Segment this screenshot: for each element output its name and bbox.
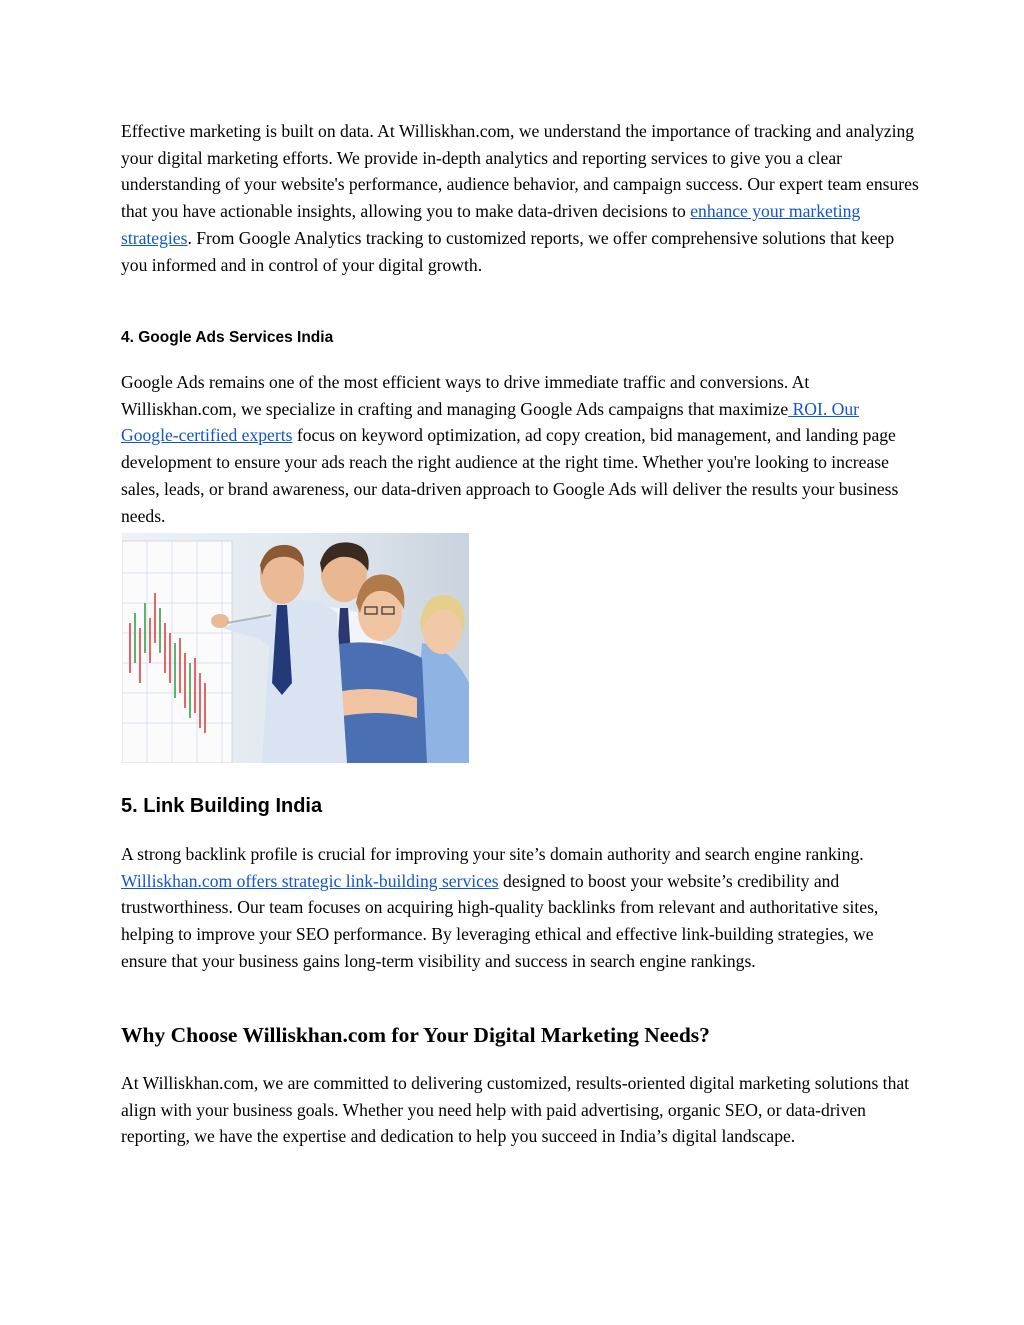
team-presentation-photo — [122, 533, 469, 763]
intro-text-2: . From Google Analytics tracking to customized reports, we offer comprehensive solutions that keep you informed and in control of your digital growth. — [121, 227, 895, 275]
why-choose-paragraph: At Williskhan.com, we are committed to delivering customized, results-oriented digital marketing solutions that align with your business goals. Whether you need help with paid advertising, organic SEO, or data-driven reporting, we have the expertise and dedication to help you succeed in India’s digital landscape. — [121, 1073, 910, 1147]
intro-paragraph — [121, 118, 921, 278]
link-building-paragraph — [121, 841, 921, 975]
roi-experts-link[interactable]: ROI. Our Google-certified experts — [121, 398, 860, 446]
link-building-text-1: A strong backlink profile is crucial for improving your site’s domain authority and search engine ranking. — [121, 844, 864, 864]
enhance-strategies-link[interactable]: enhance your marketing strategies — [121, 201, 861, 248]
google-ads-heading: 4. Google Ads Services India — [121, 329, 334, 346]
intro-text-1: Effective marketing is built on data. At Williskhan.com, we understand the importance of tracking and analyzing your digital marketing efforts. We provide in-depth analytics and reporting services to give you a clear understanding of your website's performance, audience behavior, and campaign success. Our expert team ensures that you have actionable insights, allowing you to make data-driven decisions to — [121, 121, 919, 222]
google-ads-paragraph — [121, 369, 921, 529]
why-choose-heading: Why Choose Williskhan.com for Your Digital Marketing Needs? — [121, 1023, 710, 1047]
google-ads-text-1: Google Ads remains one of the most efficient ways to drive immediate traffic and conversions. At Williskhan.com, we specialize in crafting and managing Google Ads campaigns that maximize — [121, 372, 810, 419]
link-building-text-2: designed to boost your website’s credibility and trustworthiness. Our team focuses on acquiring high-quality backlinks from relevant and authoritative sites, helping to improve your SEO performance. By leveraging ethical and effective link-building strategies, we ensure that your business gains long-term visibility and success in search engine rankings. — [121, 870, 879, 971]
link-building-heading: 5. Link Building India — [121, 795, 323, 817]
google-ads-text-2: focus on keyword optimization, ad copy creation, bid management, and landing page development to ensure your ads reach the right audience at the right time. Whether you're looking to increase sales, leads, or brand awareness, our data-driven approach to Google Ads will deliver the results your business needs. — [121, 425, 899, 526]
flipchart-board — [122, 541, 232, 763]
link-building-services-link[interactable]: Williskhan.com offers strategic link-building services — [121, 870, 499, 891]
